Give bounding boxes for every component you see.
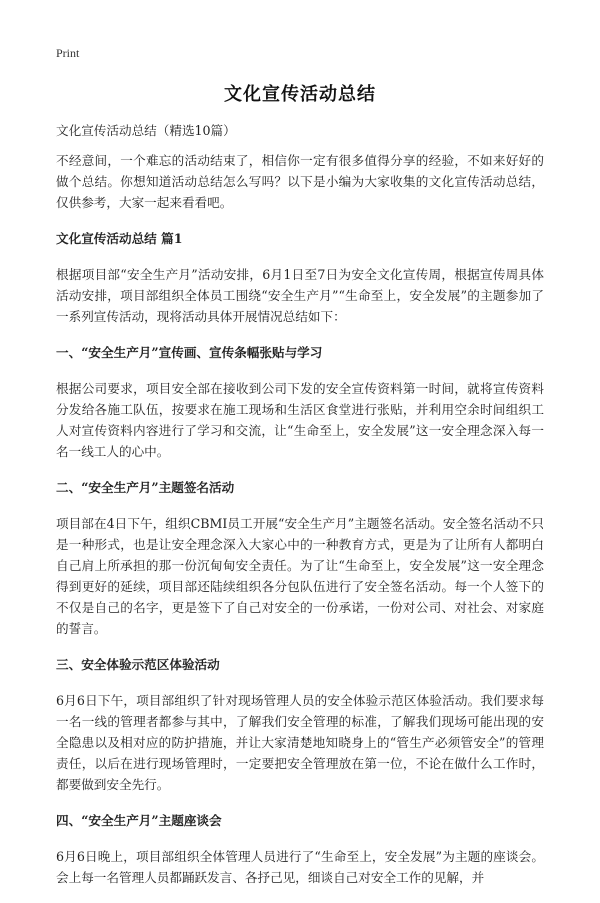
article-subtitle: 文化宣传活动总结（精选10篇） [56,123,236,138]
section-heading: 一、“安全生产月”宣传画、宣传条幅张贴与学习 [56,345,323,360]
print-link[interactable]: Print [56,46,80,60]
page-title: 文化宣传活动总结 [224,84,376,105]
section-paragraph: 项目部在4日下午，组织CBMI员工开展“安全生产月”主题签名活动。安全签名活动不只是一种形式，也是让安全理念深入大家心中的一种教育方式，更是为了让所有人都明白自己肩上所承担的那一份沉甸甸安全责任。为了让“生命至上，安全发展”这一安全理念得到更好的延续，项目部还陆续组织各分包队伍进行了安全签名活动。每一个人签下的不仅是自己的名字，更是签下了自己对安全的一份承诺，一份对公司、对社会、对家庭的誓言。 [56,516,544,636]
section-paragraph: 6月6日晚上，项目部组织全体管理人员进行了“生命至上，安全发展”为主题的座谈会。会上每一名管理人员都踊跃发言、各抒己见，细谈自己对安全工作的见解，并 [56,849,544,885]
section-heading: 四、“安全生产月”主题座谈会 [56,813,222,828]
article-body [56,120,544,903]
section-heading: 三、安全体验示范区体验活动 [56,657,220,672]
section-paragraph: 根据公司要求，项目安全部在接收到公司下发的安全宣传资料第一时间，就将宣传资料分发给各施工队伍，按要求在施工现场和生活区食堂进行张贴，并利用空余时间组织工人对宣传资料内容进行了学习和交流，让“生命至上，安全发展”这一安全理念深入每一名一线工人的心中。 [56,381,544,459]
section-paragraph: 根据项目部“安全生产月”活动安排，6月1日至7日为安全文化宣传周，根据宣传周具体活动安排，项目部组织全体员工围绕“安全生产月”“生命至上，安全发展”的主题参加了一系列宣传活动，现将活动具体开展情况总结如下： [56,267,544,324]
section-heading: 二、“安全生产月”主题签名活动 [56,480,235,495]
section-heading: 文化宣传活动总结 篇1 [56,231,183,246]
section-paragraph: 6月6日下午，项目部组织了针对现场管理人员的安全体验示范区体验活动。我们要求每一名一线的管理者都参与其中，了解我们安全管理的标准，了解我们现场可能出现的安全隐患以及相对应的防护措施，并让大家清楚地知晓身上的“管生产必须管安全”的管理责任，以后在进行现场管理时，一定要把安全管理放在第一位，不论在做什么工作时，都要做到安全先行。 [56,693,544,792]
intro-paragraph: 不经意间，一个难忘的活动结束了，相信你一定有很多值得分享的经验，不如来好好的做个总结。你想知道活动总结怎么写吗？以下是小编为大家收集的文化宣传活动总结，仅供参考，大家一起来看看吧。 [56,153,544,210]
